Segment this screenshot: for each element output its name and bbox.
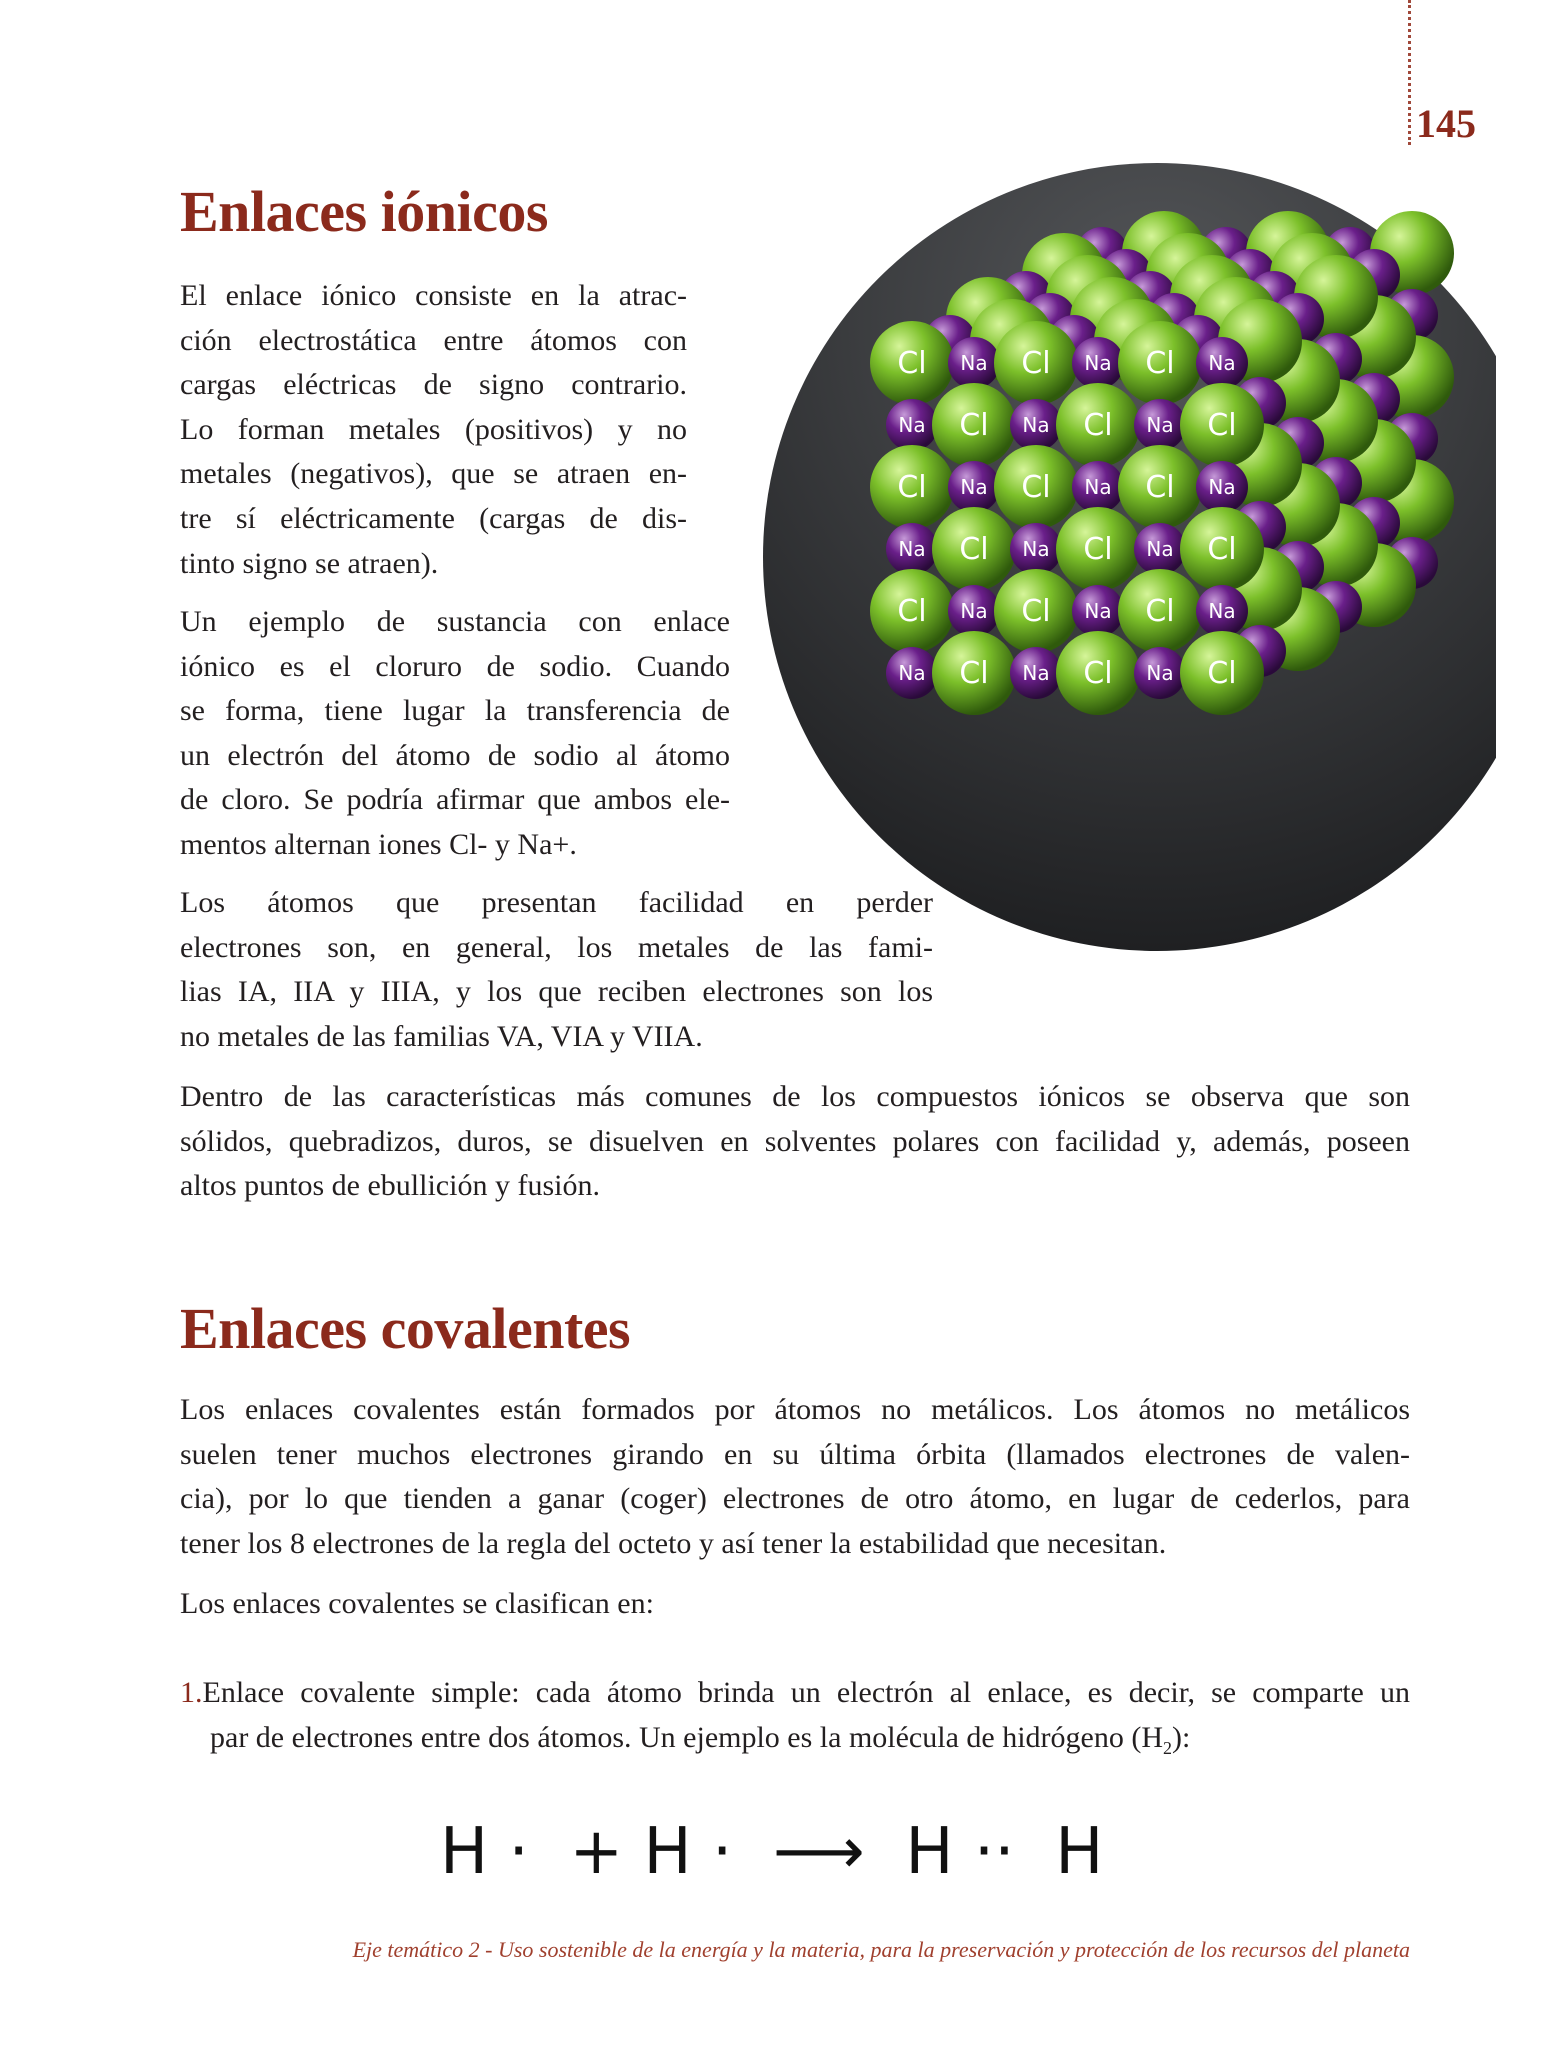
text-line: no metales de las familias VA, VIA y VIIA. <box>180 1019 703 1053</box>
page-number: 145 <box>1416 101 1476 146</box>
chlorine-atom: Cl <box>1207 408 1237 443</box>
text-line: lias IA, IIA y IIIA, y los que reciben electrones son los <box>180 975 933 1009</box>
sodium-atom: Na <box>1022 661 1050 685</box>
sodium-atom: Na <box>1208 475 1236 499</box>
sodium-atom: Na <box>1146 661 1174 685</box>
margin-dotted-rule <box>1408 0 1411 145</box>
chlorine-atom: Cl <box>1083 656 1113 691</box>
text-line: ción electrostática entre átomos con <box>180 323 687 357</box>
sodium-atom: Na <box>1084 351 1112 375</box>
text-line: tre sí eléctricamente (cargas de dis- <box>180 501 687 535</box>
text-line: electrones son, en general, los metales de las fami- <box>180 930 933 964</box>
ionic-paragraph-1 <box>180 274 687 586</box>
text-line: Un ejemplo de sustancia con enlace <box>180 605 730 638</box>
sodium-atom: Na <box>1208 351 1236 375</box>
text-line: altos puntos de ebullición y fusión. <box>180 1169 600 1203</box>
sodium-atom: Na <box>960 475 988 499</box>
text-line: metales (negativos), que se atraen en- <box>180 457 687 491</box>
chlorine-atom: Cl <box>1207 656 1237 691</box>
text-line: sólidos, quebradizos, duros, se disuelven en solventes polares con facilidad y, además, poseen <box>180 1124 1410 1158</box>
text-line: se forma, tiene lugar la transferencia de <box>180 694 730 728</box>
text-line: un electrón del átomo de sodio al átomo <box>180 738 730 772</box>
chlorine-atom: Cl <box>959 656 989 691</box>
list-text-end: ): <box>1172 1720 1191 1754</box>
section-title-covalent: Enlaces covalentes <box>180 1296 631 1361</box>
covalent-paragraph-1 <box>180 1388 1410 1566</box>
sodium-atom: Na <box>1022 413 1050 437</box>
text-line: Lo forman metales (positivos) y no <box>180 412 687 446</box>
text-line: mentos alternan iones Cl- y Na+. <box>180 827 577 861</box>
list-text-line-2: par de electrones entre dos átomos. Un ejemplo es la molécula de hidrógeno (H <box>210 1720 1164 1754</box>
sodium-atom: Na <box>1146 413 1174 437</box>
sodium-atom: Na <box>898 537 926 561</box>
list-item <box>180 1671 1410 1770</box>
chlorine-atom: Cl <box>897 470 927 505</box>
sodium-atom: Na <box>898 661 926 685</box>
ionic-paragraph-3 <box>180 881 933 1059</box>
sodium-atom: Na <box>1084 475 1112 499</box>
chlorine-atom: Cl <box>1145 470 1175 505</box>
chlorine-atom: Cl <box>1021 470 1051 505</box>
sodium-atom: Na <box>1208 599 1236 623</box>
hydrogen-bond-formula: H · + H · ⟶ H ·· H <box>440 1815 1104 1889</box>
covalent-paragraph-2 <box>180 1582 1410 1627</box>
sodium-atom: Na <box>960 351 988 375</box>
chlorine-atom: Cl <box>897 346 927 381</box>
list-text-line-1: Enlace covalente simple: cada átomo brinda un electrón al enlace, es decir, se comparte un <box>202 1676 1410 1709</box>
chlorine-atom: Cl <box>1021 594 1051 629</box>
text-line: Los enlaces covalentes están formados por átomos no metálicos. Los átomos no metálicos <box>180 1393 1410 1426</box>
sodium-atom: Na <box>960 599 988 623</box>
subscript: 2 <box>1163 1737 1173 1758</box>
text-line: tinto signo se atraen). <box>180 546 439 580</box>
chlorine-atom: Cl <box>1145 346 1175 381</box>
text-line: suelen tener muchos electrones girando en su última órbita (llamados electrones de valen- <box>180 1437 1410 1471</box>
text-line: cargas eléctricas de signo contrario. <box>180 368 687 402</box>
text-line: cia), por lo que tienden a ganar (coger) electrones de otro átomo, en lugar de cederlos, para <box>180 1482 1410 1516</box>
chlorine-atom: Cl <box>959 408 989 443</box>
section-title-ionic: Enlaces iónicos <box>180 179 548 244</box>
text-line: Dentro de las características más comunes de los compuestos iónicos se observa que son <box>180 1080 1410 1113</box>
chlorine-atom: Cl <box>1145 594 1175 629</box>
sodium-atom: Na <box>1084 599 1112 623</box>
text-line: Los enlaces covalentes se clasifican en: <box>180 1587 654 1620</box>
chlorine-atom: Cl <box>1207 532 1237 567</box>
chlorine-atom: Cl <box>1083 408 1113 443</box>
chlorine-atom: Cl <box>1021 346 1051 381</box>
text-line: iónico es el cloruro de sodio. Cuando <box>180 649 730 683</box>
text-line: El enlace iónico consiste en la atrac- <box>180 279 687 312</box>
chlorine-atom: Cl <box>1083 532 1113 567</box>
sodium-atom: Na <box>1022 537 1050 561</box>
list-number: 1. <box>180 1676 203 1709</box>
text-line: de cloro. Se podría afirmar que ambos ele- <box>180 783 730 817</box>
chlorine-atom: Cl <box>959 532 989 567</box>
sodium-chloride-crystal-image <box>762 163 1496 951</box>
text-line: Los átomos que presentan facilidad en perder <box>180 886 933 919</box>
chlorine-atom: Cl <box>897 594 927 629</box>
sodium-atom: Na <box>1146 537 1174 561</box>
page-footer: Eje temático 2 - Uso sostenible de la energía y la materia, para la preservación y protección de los recursos del planeta <box>352 1937 1410 1962</box>
ionic-paragraph-2 <box>180 600 730 868</box>
ionic-paragraph-4 <box>180 1075 1410 1209</box>
text-line: tener los 8 electrones de la regla del octeto y así tener la estabilidad que necesitan. <box>180 1526 1167 1560</box>
sodium-atom: Na <box>898 413 926 437</box>
